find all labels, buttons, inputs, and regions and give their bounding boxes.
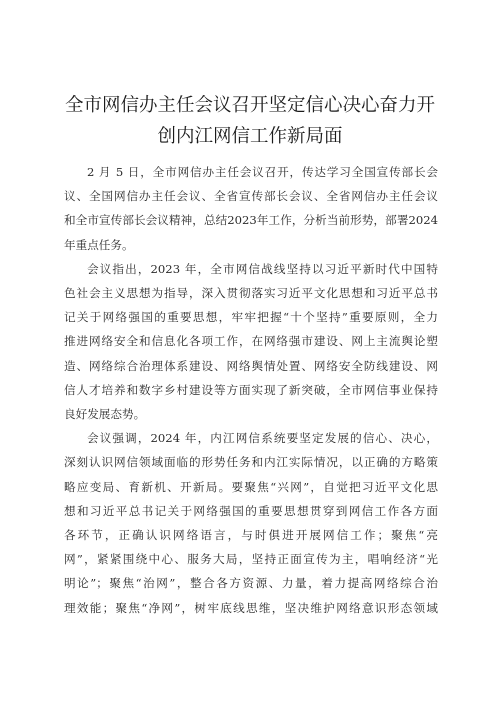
title-line: 全市网信办主任会议召开坚定信心决心奋力开 bbox=[64, 95, 435, 116]
article-title bbox=[40, 90, 460, 152]
title-line: 创内江网信工作新局面 bbox=[157, 126, 343, 147]
text-line: 色社会主义思想为指导，深入贯彻落实习近平文化思想和习近平总书 bbox=[64, 286, 438, 301]
text-line: 信人才培养和数字乡村建设等方面实现了新突破，全市网信事业保持 bbox=[64, 382, 438, 397]
text-line: 略应变局、育新机、开新局。要聚焦“兴网”，自觉把习近平文化思 bbox=[64, 479, 438, 494]
paragraph-1 bbox=[64, 160, 438, 257]
text-line: 会议强调，2024 年，内江网信系统要坚定发展的信心、决心， bbox=[87, 431, 438, 446]
text-line: 议、全国网信办主任会议、全省宣传部长会议、全省网信办主任会议 bbox=[64, 189, 438, 204]
article-body bbox=[64, 160, 438, 620]
text-line: 会议指出，2023 年，全市网信战线坚持以习近平新时代中国特 bbox=[87, 261, 438, 276]
text-line: 深刻认识网信领域面临的形势任务和内江实际情况，以正确的方略策 bbox=[64, 455, 438, 470]
text-line: 推进网络安全和信息化各项工作，在网络强市建设、网上主流舆论塑 bbox=[64, 334, 438, 349]
paragraph-3 bbox=[64, 426, 438, 620]
text-line: 想和习近平总书记关于网络强国的重要思想贯穿到网信工作各方面 bbox=[64, 503, 438, 518]
text-line: 良好发展态势。 bbox=[64, 407, 146, 422]
text-line: 明论”；聚焦“治网”，整合各方资源、力量，着力提高网络综合治 bbox=[64, 576, 438, 591]
text-line: 年重点任务。 bbox=[64, 237, 134, 252]
text-line: 理效能；聚焦“净网”，树牢底线思维，坚决维护网络意识形态领域 bbox=[64, 600, 438, 615]
text-line: 和全市宣传部长会议精神，总结2023年工作，分析当前形势，部署2024 bbox=[64, 213, 438, 228]
text-line: 各环节，正确认识网络语言，与时俱进开展网信工作；聚焦“亮 bbox=[64, 528, 438, 543]
text-line: 记关于网络强国的重要思想，牢牢把握“十个坚持”重要原则，全力 bbox=[64, 310, 438, 325]
text-line: 造、网络综合治理体系建设、网络舆情处置、网络安全防线建设、网 bbox=[64, 358, 438, 373]
text-line: 网”，紧紧围绕中心、服务大局，坚持正面宣传为主，唱响经济“光 bbox=[64, 552, 438, 567]
text-line: 2 月 5 日，全市网信办主任会议召开，传达学习全国宣传部长会 bbox=[87, 165, 438, 179]
paragraph-2 bbox=[64, 257, 438, 426]
